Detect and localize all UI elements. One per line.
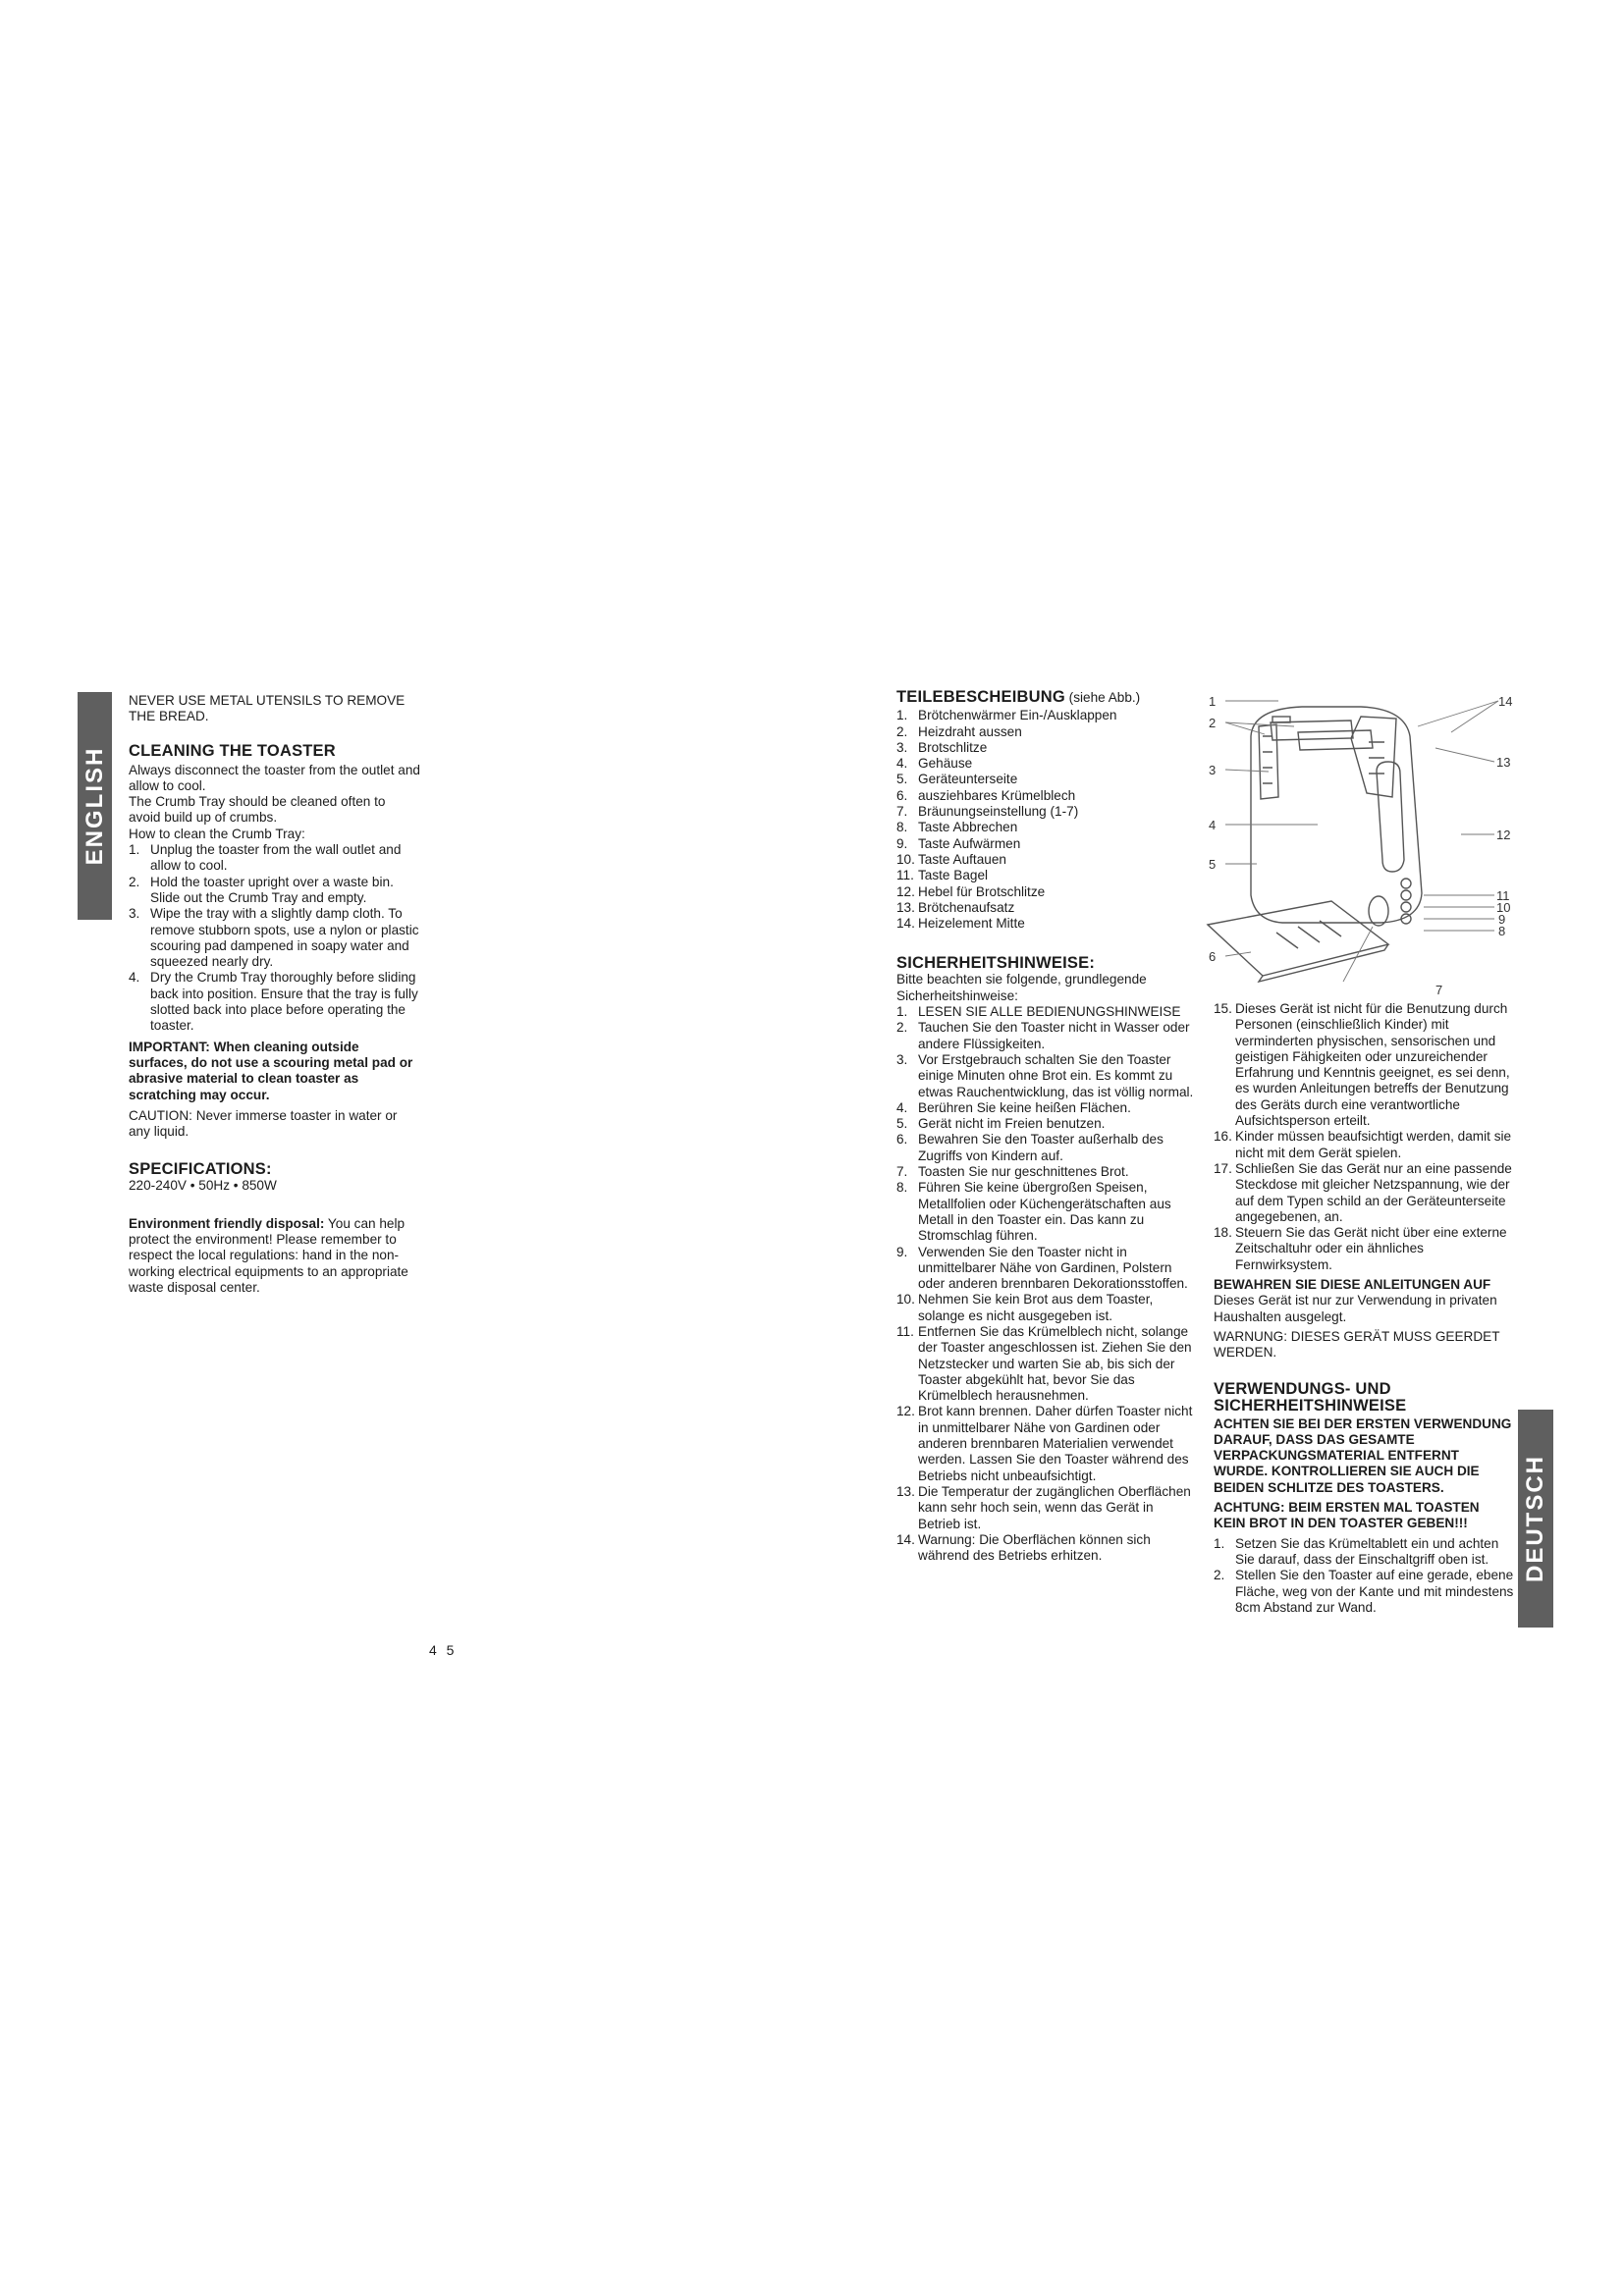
toaster-diagram (1204, 687, 1516, 999)
crumb-tray-howto: How to clean the Crumb Tray: (129, 826, 305, 841)
usage-warning-packaging: ACHTEN SIE BEI DER ERSTEN VERWENDUNG DARAUF, DASS DAS GESAMTE VERPACKUNGSMATERIAL ENTFERNT WURDE. KONTROLLIEREN SIE AUCH DIE BEIDEN SCHLITZE DES TOASTERS. (1214, 1415, 1512, 1495)
diagram-label: 1 (1209, 694, 1217, 709)
list-item: 2. Hold the toaster upright over a waste bin. Slide out the Crumb Tray and empty. (129, 874, 394, 905)
usage-heading: VERWENDUNGS- UND SICHERHEITSHINWEISE (1214, 1379, 1407, 1415)
list-item: 14. Warnung: Die Oberflächen können sich während des Betriebs erhitzen. (896, 1531, 1151, 1564)
list-item: 11. Entfernen Sie das Krümelblech nicht, solange der Toaster angeschlossen ist. Ziehen Sie den Netzstecker und warten Sie ab, bis sich der Toaster abgekühlt hat, bevor Sie das Krümelblech herausnehmen. (896, 1323, 1192, 1404)
deutsch-column-left (896, 689, 1196, 1564)
list-item: 4. Dry the Crumb Tray thoroughly before sliding back into position. Ensure that the tray is fully slotted back into place before operating the toaster. (129, 970, 418, 1034)
important-note: IMPORTANT: When cleaning outside surfaces, do not use a scouring metal pad or abrasive material to clean toaster as scratching may occur. (129, 1039, 413, 1102)
diagram-label: 11 (1496, 888, 1510, 903)
private-use-note: Dieses Gerät ist nur zur Verwendung in privaten Haushalten ausgelegt. (1214, 1293, 1497, 1324)
list-item: 17. Schließen Sie das Gerät nur an eine passende Steckdose mit gleicher Netzspannung, wie der auf dem Typen schild an der Geräteunterseite angegebenen, an. (1214, 1160, 1512, 1224)
diagram-label: 6 (1209, 949, 1217, 964)
list-item: 10. Taste Auftauen (896, 851, 1006, 867)
list-item: 1. Unplug the toaster from the wall outlet and allow to cool. (129, 842, 402, 874)
english-side-tab (78, 692, 112, 920)
list-item: 2. Heizdraht aussen (896, 723, 1022, 739)
deutsch-tab-label: DEUTSCH (1522, 1454, 1548, 1583)
cleaning-heading: CLEANING THE TOASTER (129, 741, 336, 760)
parts-list (896, 708, 1196, 932)
list-item: 11. Taste Bagel (896, 868, 989, 883)
diagram-label: 10 (1496, 900, 1511, 915)
parts-heading-note: (siehe Abb.) (1068, 690, 1141, 705)
list-item: 16. Kinder müssen beaufsichtigt werden, damit sie nicht mit dem Gerät spielen. (1214, 1129, 1512, 1160)
metal-utensils-warning: NEVER USE METAL UTENSILS TO REMOVE THE BREAD. (129, 693, 406, 724)
list-item: 7. Bräunungseinstellung (1-7) (896, 804, 1079, 820)
usage-warning-first-toast: ACHTUNG: BEIM ERSTEN MAL TOASTEN KEIN BROT IN DEN TOASTER GEBEN!!! (1214, 1500, 1480, 1531)
safety-heading: SICHERHEITSHINWEISE: (896, 954, 1096, 973)
list-item: 13. Die Temperatur der zugänglichen Oberflächen kann sehr hoch sein, wenn das Gerät in Betrieb ist. (896, 1483, 1191, 1531)
list-item: 12. Hebel für Brotschlitze (896, 883, 1046, 899)
caution-note: CAUTION: Never immerse toaster in water or any liquid. (129, 1107, 398, 1140)
diagram-label: 9 (1498, 912, 1506, 927)
list-item: 1. Setzen Sie das Krümeltablett ein und achten Sie darauf, dass der Einschaltgriff oben ist. (1214, 1535, 1499, 1567)
safety-intro: Bitte beachten sie folgende, grundlegende Sicherheitshinweise: (896, 972, 1147, 1003)
crumb-tray-often: The Crumb Tray should be cleaned often to avoid build up of crumbs. (129, 794, 386, 826)
list-item: 8. Taste Abbrechen (896, 820, 1018, 835)
deutsch-side-tab (1518, 1410, 1553, 1628)
diagram-label: 3 (1209, 763, 1217, 777)
specifications-text: 220-240V • 50Hz • 850W (129, 1178, 277, 1194)
diagram-label: 7 (1435, 983, 1443, 997)
specifications-heading: SPECIFICATIONS: (129, 1160, 272, 1179)
list-item: 4. Gehäuse (896, 756, 973, 772)
disposal-paragraph (129, 1216, 420, 1296)
list-item: 9. Verwenden Sie den Toaster nicht in unmittelbarer Nähe von Gardinen, Polstern oder anderen brennbaren Dekorationsstoffen. (896, 1244, 1188, 1292)
list-item: 7. Toasten Sie nur geschnittenes Brot. (896, 1164, 1129, 1180)
list-item: 1. Brötchenwärmer Ein-/Ausklappen (896, 708, 1117, 723)
list-item: 2. Tauchen Sie den Toaster nicht in Wasser oder andere Flüssigkeiten. (896, 1020, 1190, 1051)
english-column (129, 693, 420, 1296)
list-item: 5. Gerät nicht im Freien benutzen. (896, 1116, 1106, 1132)
list-item: 13. Brötchenaufsatz (896, 899, 1015, 915)
list-item: 15. Dieses Gerät ist nicht für die Benutzung durch Personen (einschließlich Kinder) mit verminderten physischen, sensorischen und geistigen Fähigkeiten oder unzureichender Erfahrung und Kenntnis geeignet, es sei denn, es wurden Anleitungen betreffs der Benutzung des Geräts durch eine verantwortliche Aufsichtsperson erteilt. (1214, 1001, 1510, 1129)
cleaning-steps (129, 842, 420, 1035)
list-item: 12. Brot kann brennen. Daher dürfen Toaster nicht in unmittelbarer Nähe von Gardinen oder anderen brennbaren Materialien verwendet werden. Lassen Sie den Toaster während des Betriebs nicht unbeaufsichtigt. (896, 1404, 1193, 1483)
disposal-text: You can help protect the environment! Please remember to respect the local regulations: hand in the non-working electrical equipments to an appropriate waste disposal center. (129, 1215, 408, 1295)
diagram-label: 4 (1209, 818, 1217, 832)
list-item: 18. Steuern Sie das Gerät nicht über eine externe Zeitschaltuhr oder ein ähnliches Fernwirksystem. (1214, 1225, 1507, 1272)
english-tab-label: ENGLISH (81, 746, 108, 866)
safety-list-continued (1214, 1001, 1514, 1273)
deutsch-column-right (1214, 1001, 1514, 1616)
diagram-label: 13 (1496, 755, 1511, 770)
parts-heading-line (896, 689, 1196, 706)
list-item: 14. Heizelement Mitte (896, 916, 1025, 932)
diagram-label: 5 (1209, 857, 1217, 872)
list-item: 1. LESEN SIE ALLE BEDIENUNGSHINWEISE (896, 1004, 1181, 1020)
list-item: 6. Bewahren Sie den Toaster außerhalb des Zugriffs von Kindern auf. (896, 1132, 1164, 1163)
parts-heading: TEILEBESCHEIBUNG (896, 688, 1065, 706)
list-item: 2. Stellen Sie den Toaster auf eine gerade, ebene Fläche, weg von der Kante und mit mindestens 8cm Abstand zur Wand. (1214, 1568, 1514, 1615)
diagram-label: 12 (1496, 828, 1511, 842)
list-item: 10. Nehmen Sie kein Brot aus dem Toaster, solange es nicht ausgegeben ist. (896, 1292, 1154, 1323)
cleaning-intro: Always disconnect the toaster from the outlet and allow to cool. (129, 762, 420, 793)
list-item: 3. Brotschlitze (896, 739, 988, 755)
list-item: 6. ausziehbares Krümelblech (896, 787, 1076, 803)
safety-list (896, 1004, 1196, 1564)
list-item: 9. Taste Aufwärmen (896, 835, 1021, 851)
disposal-label: Environment friendly disposal: (129, 1215, 325, 1231)
list-item: 3. Wipe the tray with a slightly damp cloth. To remove stubborn spots, use a nylon or plastic scouring pad dampened in soapy water and squeezed nearly dry. (129, 906, 419, 970)
list-item: 5. Geräteunterseite (896, 772, 1018, 787)
list-item: 8. Führen Sie keine übergroßen Speisen, Metallfolien oder Küchengerätschaften aus Metall in den Toaster ein. Das kann zu Stromschlag führen. (896, 1180, 1171, 1244)
ground-warning: WARNUNG: DIESES GERÄT MUSS GEERDET WERDEN. (1214, 1328, 1500, 1361)
diagram-label: 14 (1498, 694, 1513, 709)
diagram-label: 8 (1498, 924, 1506, 938)
diagram-label: 2 (1209, 716, 1217, 730)
list-item: 3. Vor Erstgebrauch schalten Sie den Toaster einige Minuten ohne Brot ein. Es kommt zu etwas Rauchentwicklung, das ist völlig normal. (896, 1051, 1194, 1099)
keep-instructions: BEWAHREN SIE DIESE ANLEITUNGEN AUF (1214, 1277, 1491, 1293)
list-item: 4. Berühren Sie keine heißen Flächen. (896, 1099, 1131, 1115)
page-number: 4 5 (429, 1642, 458, 1658)
usage-steps (1214, 1536, 1514, 1616)
diagram-leaders (1225, 701, 1498, 982)
toaster-illustration (1208, 707, 1422, 982)
